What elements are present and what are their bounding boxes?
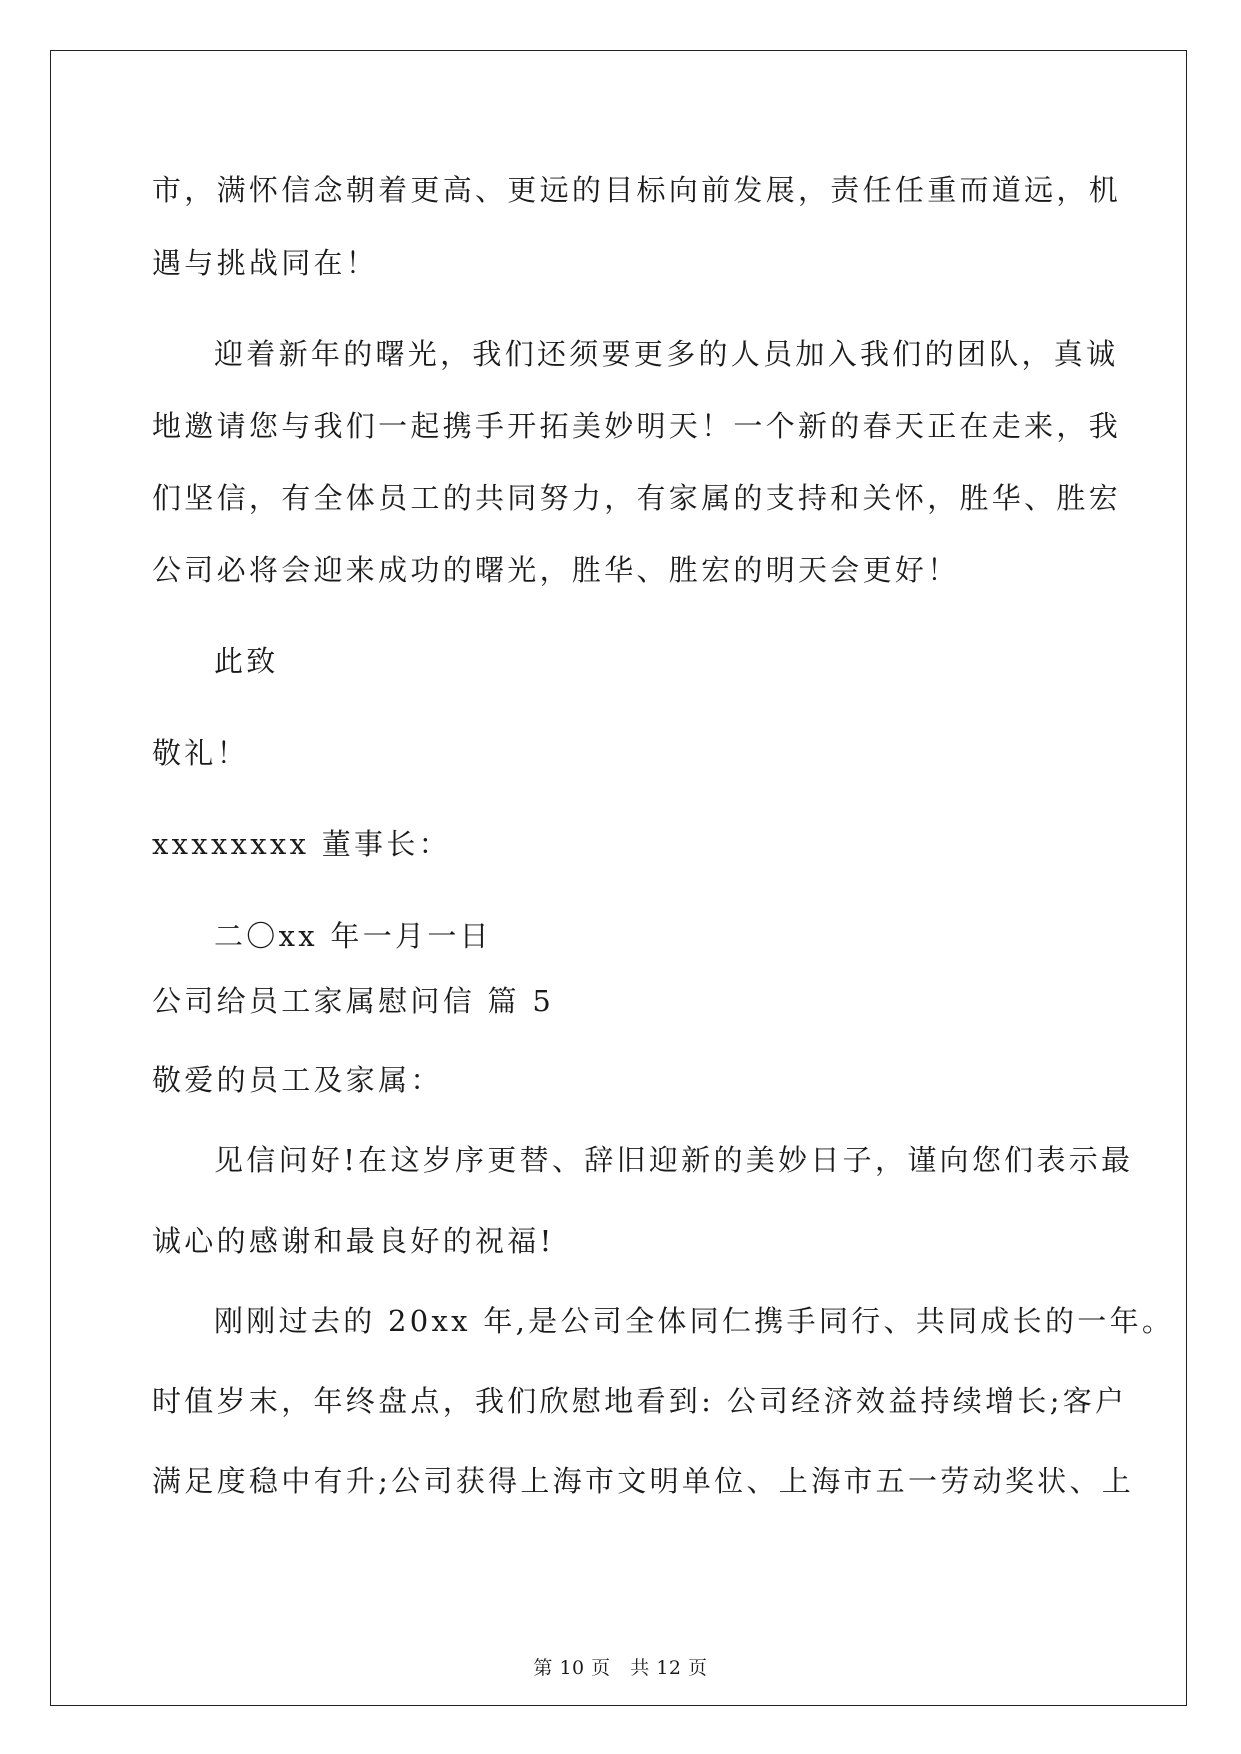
signature-line: xxxxxxxx 董事长： — [152, 827, 451, 861]
body-line: 刚刚过去的 20xx 年,是公司全体同仁携手同行、共同成长的一年。 — [214, 1304, 1175, 1338]
page-frame — [50, 50, 1187, 1706]
body-line: 地邀请您与我们一起携手开拓美妙明天！一个新的春天正在走来，我 — [152, 409, 1122, 443]
page-number: 第 10 页 共 12 页 — [533, 1657, 708, 1679]
body-line: 公司必将会迎来成功的曙光，胜华、胜宏的明天会更好！ — [152, 553, 960, 587]
body-line: 迎着新年的曙光，我们还须要更多的人员加入我们的团队，真诚 — [214, 337, 1119, 371]
body-line: 市，满怀信念朝着更高、更远的目标向前发展，责任任重而道远，机 — [152, 173, 1122, 207]
salutation-line: 敬礼！ — [152, 736, 249, 770]
body-line: 满足度稳中有升;公司获得上海市文明单位、上海市五一劳动奖状、上 — [152, 1464, 1135, 1498]
section-heading: 公司给员工家属慰问信 篇 5 — [152, 984, 555, 1018]
body-line: 时值岁末，年终盘点，我们欣慰地看到: 公司经济效益持续增长;客户 — [152, 1384, 1128, 1418]
page-footer — [0, 1656, 1241, 1680]
greeting-line: 敬爱的员工及家属： — [152, 1063, 443, 1097]
body-line: 诚心的感谢和最良好的祝福! — [152, 1224, 555, 1258]
date-line: 二〇xx 年一月一日 — [214, 919, 492, 953]
salutation-line: 此致 — [214, 644, 279, 678]
body-line: 们坚信，有全体员工的共同努力，有家属的支持和关怀，胜华、胜宏 — [152, 481, 1122, 515]
body-line: 遇与挑战同在！ — [152, 246, 379, 280]
body-line: 见信问好!在这岁序更替、辞旧迎新的美妙日子，谨向您们表示最 — [214, 1143, 1134, 1177]
